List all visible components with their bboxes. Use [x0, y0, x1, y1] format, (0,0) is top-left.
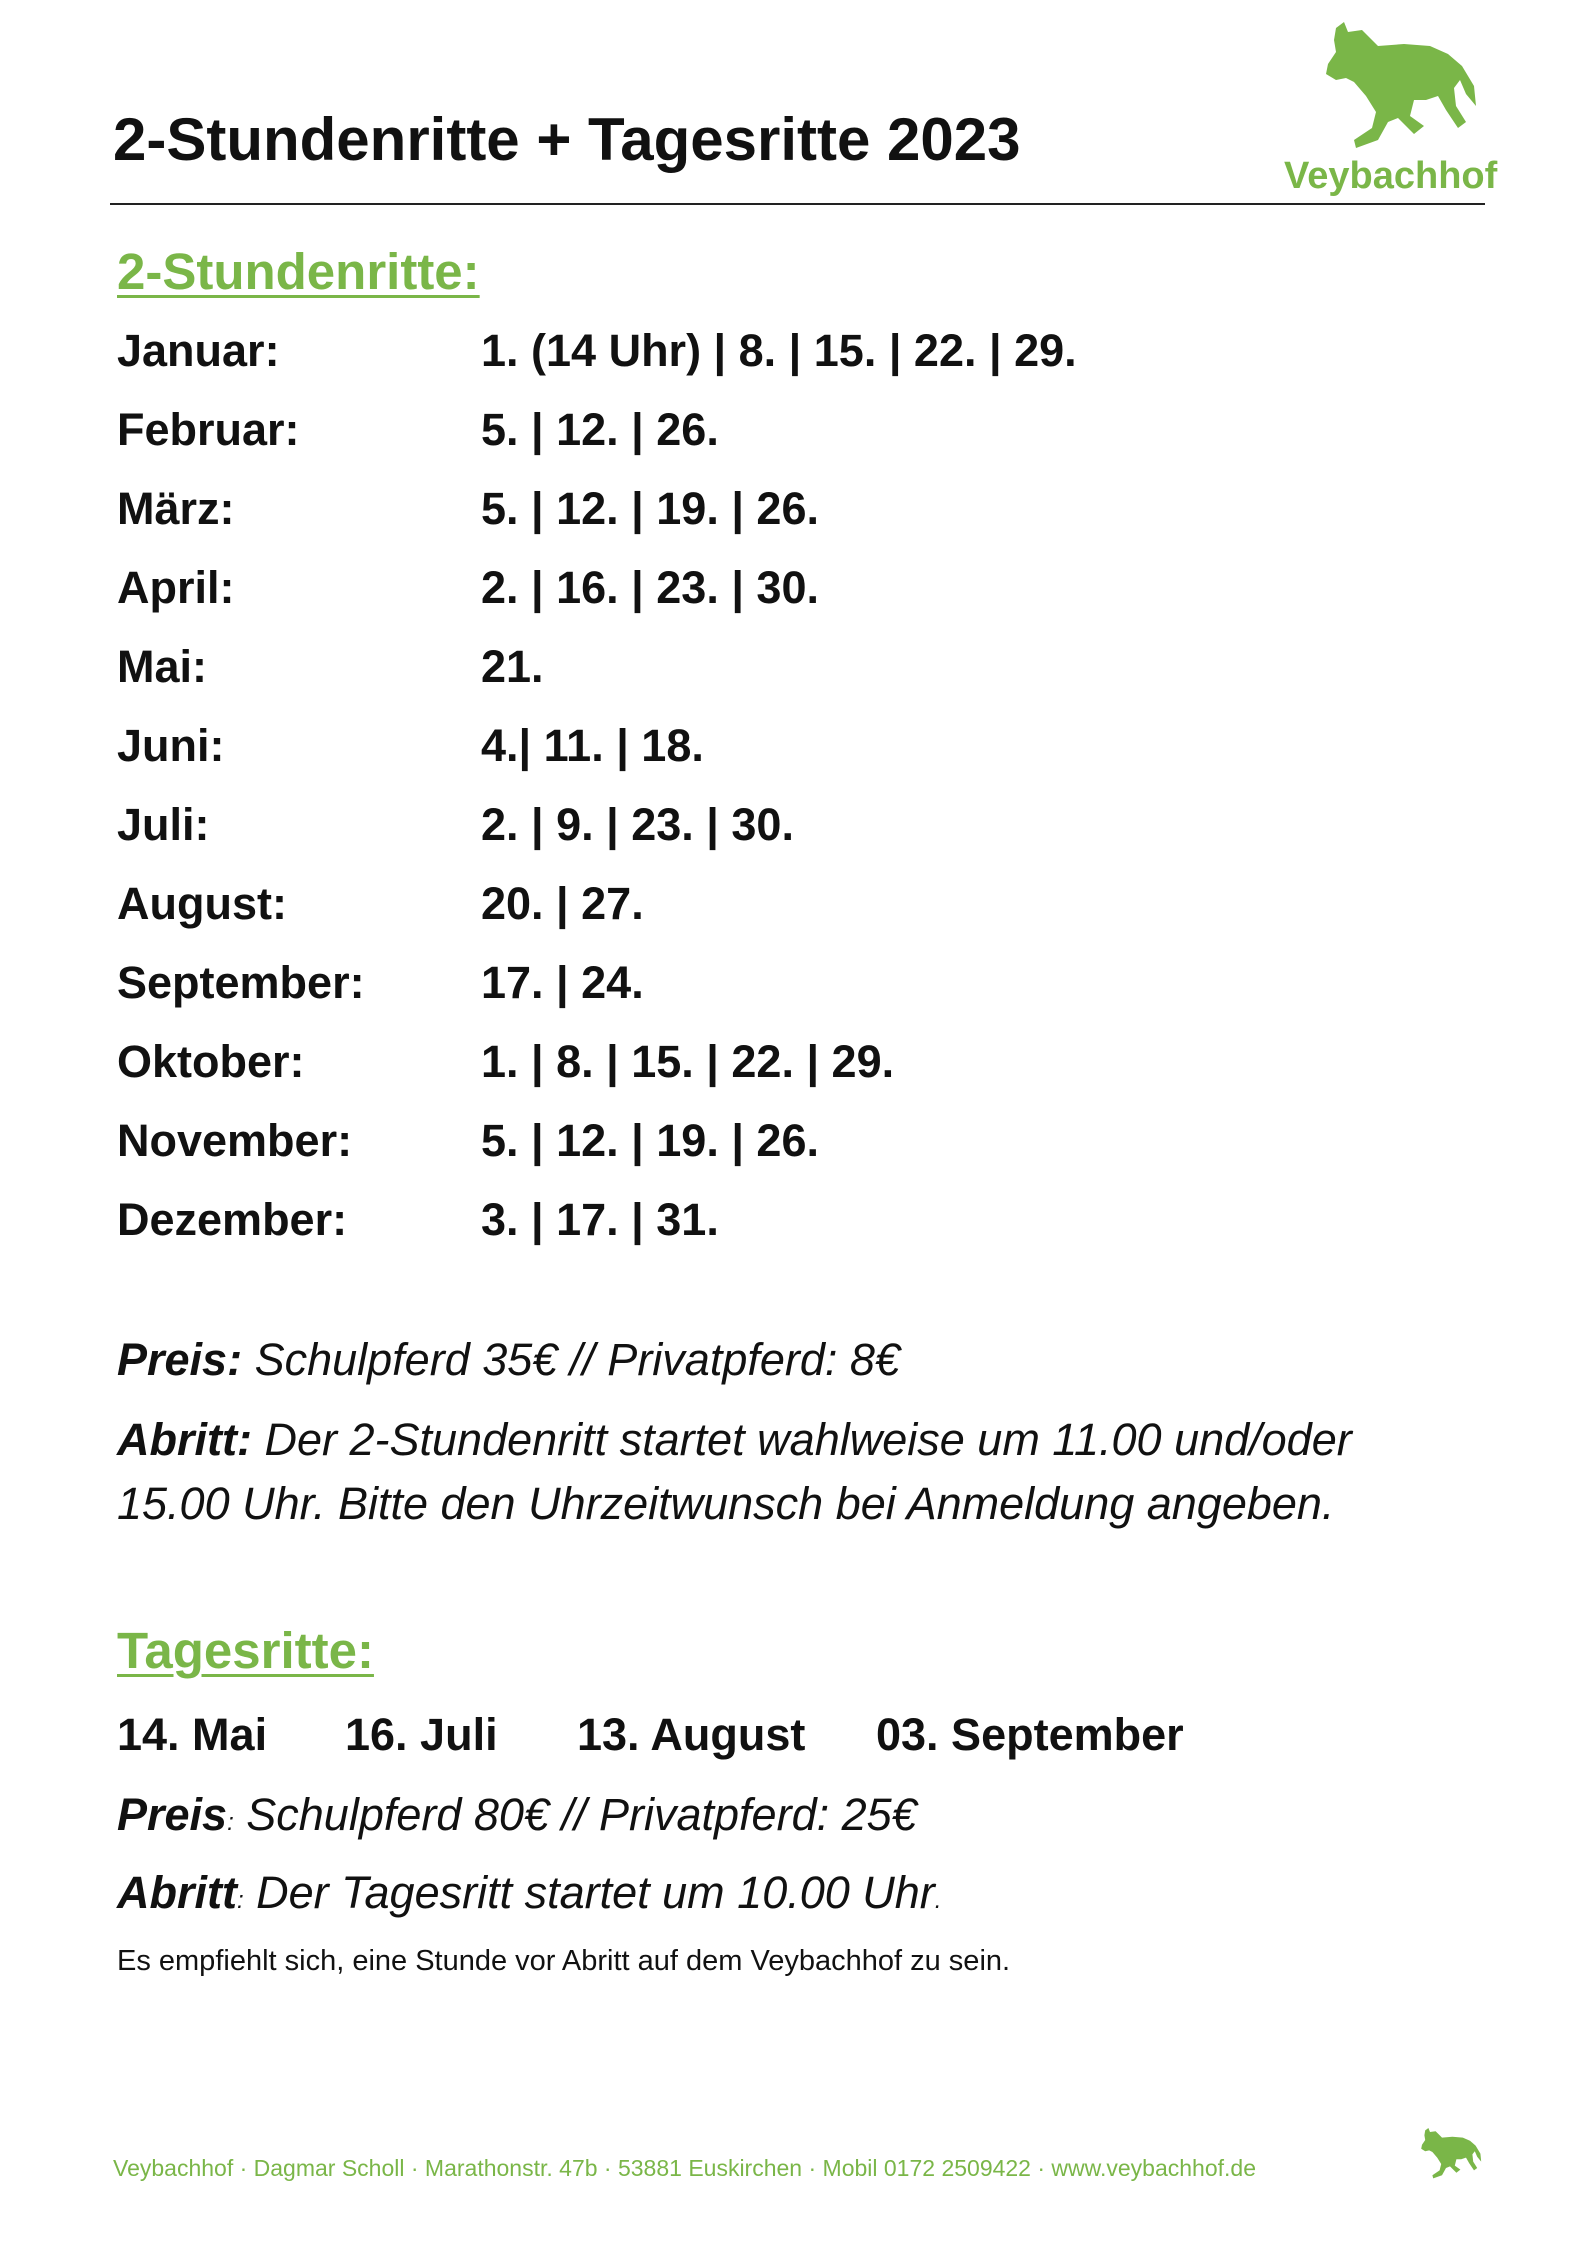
logo-text: Veybachhof	[1284, 155, 1498, 197]
month-name: Mai:	[117, 641, 207, 692]
price-label: Preis	[117, 1789, 228, 1840]
month-name: April:	[117, 562, 235, 613]
price-text: Schulpferd 35€ // Privatpferd: 8€	[242, 1334, 900, 1385]
two-hour-price	[117, 1334, 900, 1385]
two-hour-departure	[117, 1414, 1352, 1465]
month-name: Dezember:	[117, 1194, 348, 1245]
departure-label: Abritt	[117, 1867, 237, 1918]
month-name: November:	[117, 1115, 353, 1166]
month-dates: 3. | 17. | 31.	[481, 1194, 719, 1245]
day-rides-departure	[117, 1867, 942, 1918]
title-divider	[110, 203, 1485, 205]
day-ride-date: 16. Juli	[345, 1709, 498, 1760]
day-rides-heading: Tagesritte:	[117, 1622, 374, 1679]
month-name: Juni:	[117, 720, 225, 771]
day-ride-date: 03. September	[876, 1709, 1184, 1760]
document-title: 2-Stundenritte + Tagesritte 2023	[113, 106, 1021, 173]
month-dates: 2. | 9. | 23. | 30.	[481, 799, 794, 850]
month-dates: 4.| 11. | 18.	[481, 720, 704, 771]
month-name: Oktober:	[117, 1036, 305, 1087]
month-name: März:	[117, 483, 235, 534]
month-name: August:	[117, 878, 287, 929]
day-rides-price	[117, 1789, 917, 1840]
price-colon: :	[227, 1809, 234, 1836]
horse-icon	[1418, 2128, 1482, 2180]
month-dates: 21.	[481, 641, 544, 692]
departure-text: Der Tagesritt startet um 10.00 Uhr	[243, 1867, 935, 1918]
day-ride-date: 14. Mai	[117, 1709, 268, 1760]
two-hour-departure-cont	[117, 1478, 1335, 1529]
price-label: Preis:	[117, 1334, 243, 1385]
price-text: Schulpferd 80€ // Privatpferd: 25€	[233, 1789, 917, 1840]
veybachhof-logo	[1268, 22, 1500, 202]
departure-period: .	[934, 1887, 942, 1914]
month-dates: 1. (14 Uhr) | 8. | 15. | 22. | 29.	[481, 325, 1077, 376]
arrival-note: Es empfiehlt sich, eine Stunde vor Abritt auf dem Veybachhof zu sein.	[117, 1945, 1011, 1977]
month-dates: 2. | 16. | 23. | 30.	[481, 562, 819, 613]
month-name: Februar:	[117, 404, 300, 455]
departure-text: Der 2-Stundenritt startet wahlweise um 11.00 und/oder	[251, 1414, 1352, 1465]
horse-icon	[1318, 22, 1478, 152]
month-dates: 20. | 27.	[481, 878, 644, 929]
month-dates: 5. | 12. | 19. | 26.	[481, 1115, 819, 1166]
month-name: September:	[117, 957, 365, 1008]
month-name: Juli:	[117, 799, 210, 850]
month-dates: 1. | 8. | 15. | 22. | 29.	[481, 1036, 895, 1087]
footer-contact: Veybachhof · Dagmar Scholl · Marathonstr. 47b · 53881 Euskirchen · Mobil 0172 2509422 · www.veybachhof.de	[113, 2155, 1256, 2181]
month-dates: 17. | 24.	[481, 957, 644, 1008]
two-hour-heading: 2-Stundenritte:	[117, 243, 480, 300]
footer-horse-icon	[1418, 2128, 1482, 2185]
day-ride-date: 13. August	[577, 1709, 806, 1760]
departure-colon: :	[236, 1887, 244, 1914]
month-dates: 5. | 12. | 19. | 26.	[481, 483, 819, 534]
departure-text-cont: 15.00 Uhr. Bitte den Uhrzeitwunsch bei Anmeldung angeben.	[117, 1478, 1335, 1529]
month-name: Januar:	[117, 325, 280, 376]
month-dates: 5. | 12. | 26.	[481, 404, 719, 455]
departure-label: Abritt:	[117, 1414, 252, 1465]
